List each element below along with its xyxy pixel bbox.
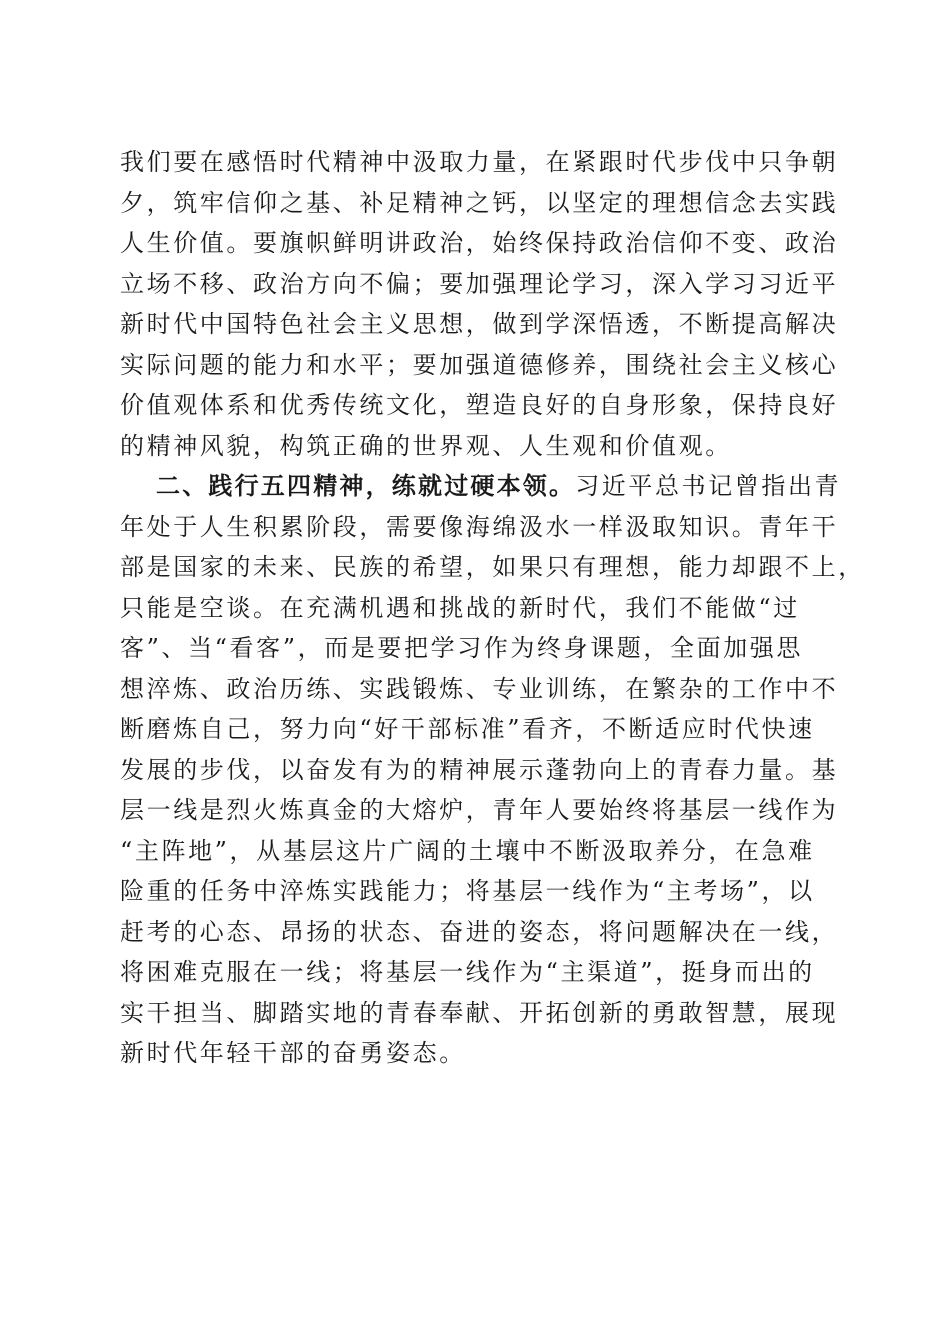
paragraph-line-rest: 习近平总书记曾指出青 bbox=[575, 472, 842, 500]
paragraph-line: 将困难克服在一线；将基层一线作为“主渠道”，挺身而出的 bbox=[120, 958, 815, 986]
document-body bbox=[120, 142, 865, 1074]
paragraph-line: 年处于人生积累阶段，需要像海绵汲水一样汲取知识。青年干 bbox=[120, 512, 839, 541]
paragraph-line: “主阵地”，从基层这片广阔的土壤中不断汲取养分，在急难 bbox=[120, 836, 815, 865]
paragraph-first-line bbox=[120, 466, 842, 507]
paragraph-line: 实际问题的能力和水平；要加强道德修养，围绕社会主义核心 bbox=[120, 350, 839, 379]
paragraph-line: 价值观体系和优秀传统文化，塑造良好的自身形象，保持良好 bbox=[120, 391, 839, 419]
paragraph-line: 赶考的心态、昂扬的状态、奋进的姿态，将问题解决在一线， bbox=[120, 917, 839, 946]
paragraph-line: 立场不移、政治方向不偏；要加强理论学习，深入学习习近平 bbox=[120, 269, 839, 298]
paragraph-line: 只能是空谈。在充满机遇和挑战的新时代，我们不能做“过 bbox=[120, 593, 800, 622]
paragraph-line: 人生价值。要旗帜鲜明讲政治，始终保持政治信仰不变、政治 bbox=[120, 229, 839, 257]
section-heading: 二、践行五四精神，练就过硬本领。 bbox=[156, 472, 576, 500]
paragraph-1 bbox=[120, 142, 839, 466]
paragraph-line: 部是国家的未来、民族的希望，如果只有理想，能力却跟不上， bbox=[120, 553, 865, 581]
paragraph-line: 新时代年轻干部的奋勇姿态。 bbox=[120, 1039, 466, 1067]
paragraph-line: 我们要在感悟时代精神中汲取力量，在紧跟时代步伐中只争朝 bbox=[120, 148, 839, 176]
paragraph-line: 险重的任务中淬炼实践能力；将基层一线作为“主考场”，以 bbox=[120, 877, 815, 905]
paragraph-line: 客”、当“看客”，而是要把学习作为终身课题，全面加强思 bbox=[120, 634, 804, 662]
paragraph-line: 发展的步伐，以奋发有为的精神展示蓬勃向上的青春力量。基 bbox=[120, 755, 839, 784]
paragraph-line: 实干担当、脚踏实地的青春奉献、开拓创新的勇敢智慧，展现 bbox=[120, 998, 839, 1027]
paragraph-line: 的精神风貌，构筑正确的世界观、人生观和价值观。 bbox=[120, 431, 732, 460]
paragraph-line: 层一线是烈火炼真金的大熔炉，青年人要始终将基层一线作为 bbox=[120, 796, 839, 824]
paragraph-2 bbox=[120, 466, 865, 1074]
paragraph-line: 新时代中国特色社会主义思想，做到学深悟透，不断提高解决 bbox=[120, 310, 839, 338]
paragraph-line: 想淬炼、政治历练、实践锻炼、专业训练，在繁杂的工作中不 bbox=[120, 674, 839, 703]
paragraph-line: 断磨炼自己，努力向“好干部标准”看齐，不断适应时代快速 bbox=[120, 715, 815, 743]
paragraph-line: 夕，筑牢信仰之基、补足精神之钙，以坚定的理想信念去实践 bbox=[120, 188, 839, 217]
